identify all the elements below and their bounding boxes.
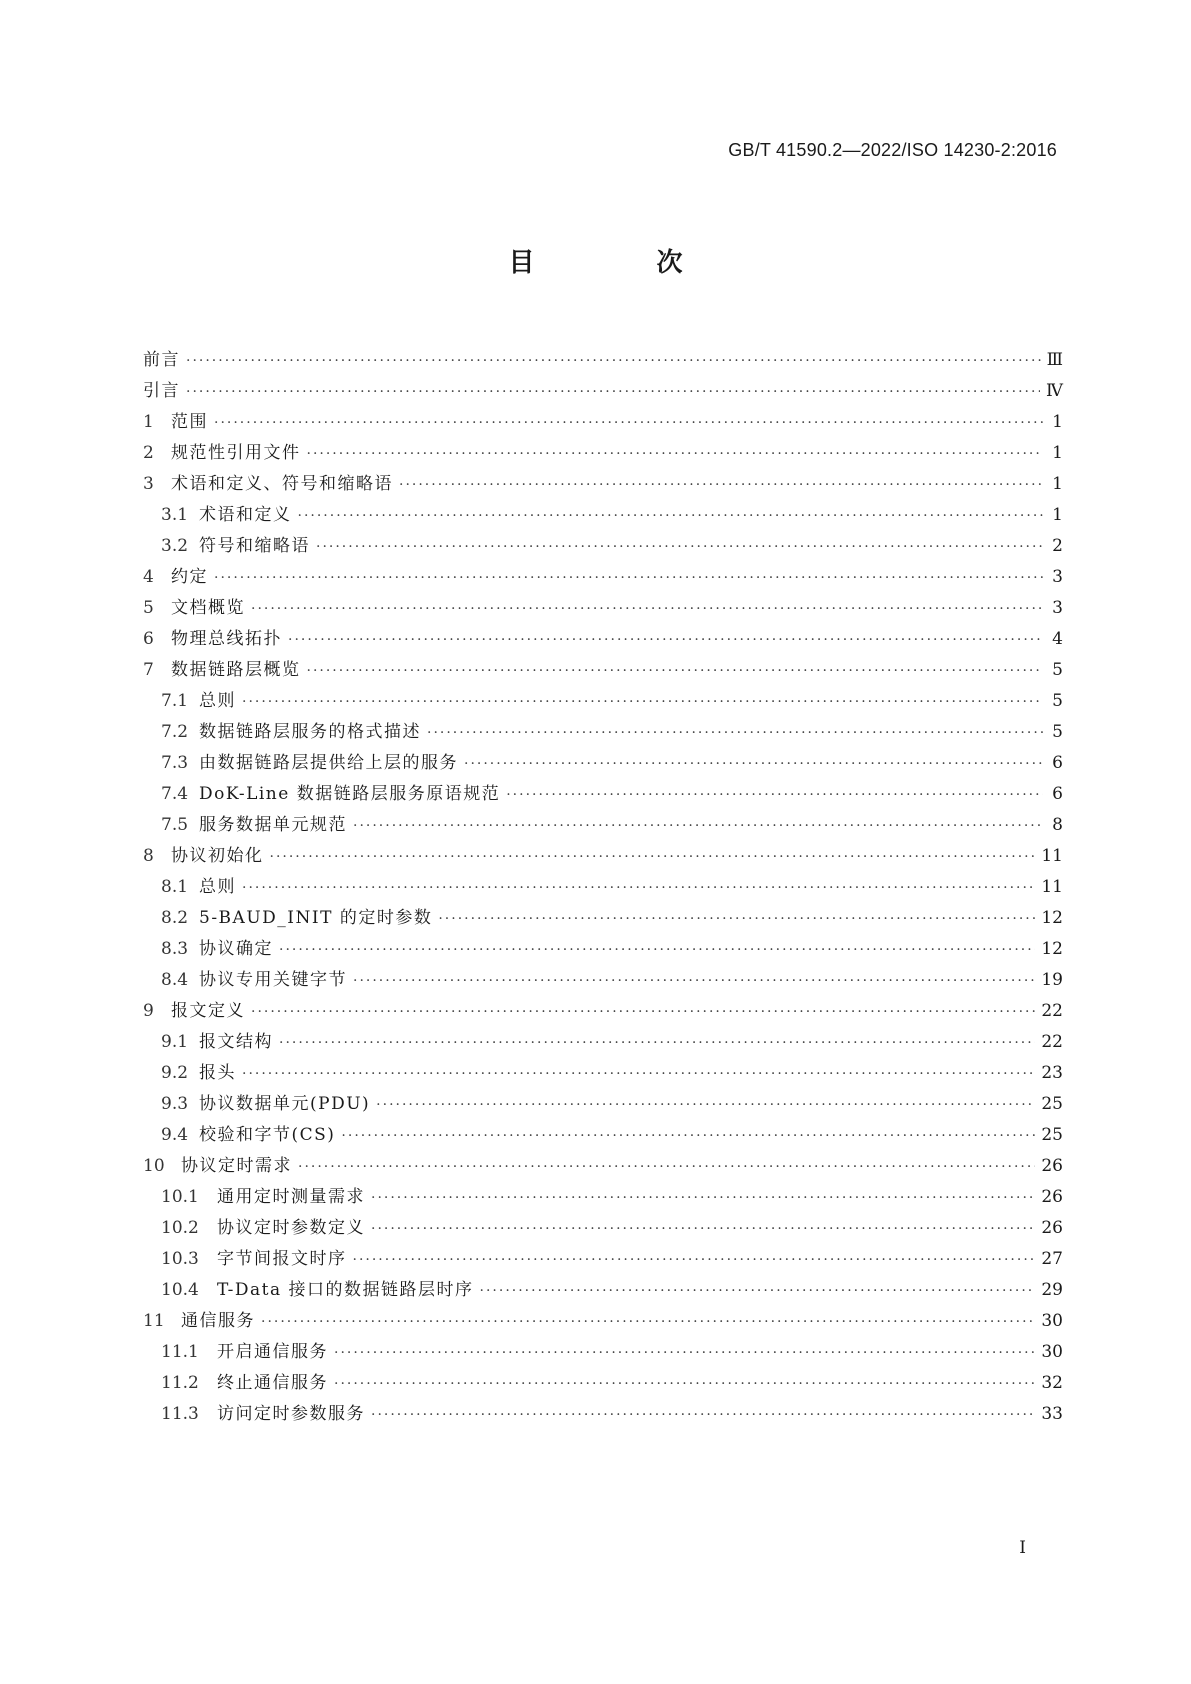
toc-entry-number: 10.1 bbox=[161, 1187, 199, 1207]
toc-leader-dots bbox=[307, 446, 1044, 462]
toc-entry[interactable] bbox=[143, 1368, 1063, 1399]
toc-entry[interactable] bbox=[143, 934, 1063, 965]
toc-entry-label: 符号和缩略语 bbox=[199, 536, 310, 556]
toc-entry-number: 3.1 bbox=[161, 505, 189, 525]
toc-entry-number: 8.1 bbox=[161, 877, 189, 897]
toc-leader-dots bbox=[353, 973, 1035, 989]
toc-entry-number: 8 bbox=[143, 846, 154, 866]
toc-entry-label: 报文结构 bbox=[199, 1032, 273, 1052]
toc-entry[interactable] bbox=[143, 872, 1063, 903]
toc-entry[interactable] bbox=[143, 810, 1063, 841]
toc-entry[interactable] bbox=[143, 1244, 1063, 1275]
toc-entry-number: 5 bbox=[143, 598, 154, 618]
toc-leader-dots bbox=[438, 911, 1035, 927]
toc-entry-number: 7.3 bbox=[161, 753, 189, 773]
toc-entry-page: 1 bbox=[1052, 412, 1063, 432]
toc-entry-number: 9.4 bbox=[161, 1125, 189, 1145]
toc-entry-number: 1 bbox=[143, 412, 154, 432]
toc-leader-dots bbox=[334, 1345, 1035, 1361]
toc-entry-page: 23 bbox=[1041, 1063, 1063, 1083]
toc-leader-dots bbox=[353, 818, 1043, 834]
toc-entry-label: 协议定时需求 bbox=[181, 1156, 292, 1176]
toc-entry-label: 前言 bbox=[143, 350, 180, 370]
toc-leader-dots bbox=[307, 663, 1044, 679]
toc-entry-label: 数据链路层服务的格式描述 bbox=[199, 722, 421, 742]
toc-leader-dots bbox=[376, 1097, 1035, 1113]
toc-entry-page: Ⅳ bbox=[1046, 381, 1063, 401]
toc-entry[interactable] bbox=[143, 1058, 1063, 1089]
toc-entry[interactable] bbox=[143, 655, 1063, 686]
toc-entry-page: 6 bbox=[1052, 753, 1063, 773]
toc-entry-number: 9.3 bbox=[161, 1094, 189, 1114]
toc-leader-dots bbox=[334, 1376, 1035, 1392]
toc-entry-label: 通用定时测量需求 bbox=[217, 1187, 365, 1207]
toc-entry-number: 10.3 bbox=[161, 1249, 199, 1269]
toc-entry-page: 6 bbox=[1052, 784, 1063, 804]
toc-entry[interactable] bbox=[143, 1337, 1063, 1368]
toc-leader-dots bbox=[270, 849, 1036, 865]
toc-leader-dots bbox=[341, 1128, 1035, 1144]
toc-entry-page: 1 bbox=[1052, 474, 1063, 494]
toc-entry-number: 8.2 bbox=[161, 908, 189, 928]
toc-entry-page: 2 bbox=[1052, 536, 1063, 556]
toc-entry-label: 协议专用关键字节 bbox=[199, 970, 347, 990]
toc-entry-number: 7.2 bbox=[161, 722, 189, 742]
toc-entry-label: 通信服务 bbox=[181, 1311, 255, 1331]
page-number: I bbox=[1019, 1538, 1026, 1558]
toc-entry[interactable] bbox=[143, 1120, 1063, 1151]
toc-entry-label: 术语和定义 bbox=[199, 505, 292, 525]
toc-entry-label: 文档概览 bbox=[171, 598, 245, 618]
toc-leader-dots bbox=[480, 1283, 1036, 1299]
toc-entry-label: DoK-Line 数据链路层服务原语规范 bbox=[199, 784, 501, 804]
toc-entry-page: 5 bbox=[1052, 660, 1063, 680]
toc-leader-dots bbox=[399, 477, 1043, 493]
toc-entry[interactable] bbox=[143, 1151, 1063, 1182]
toc-entry[interactable] bbox=[143, 531, 1063, 562]
toc-leader-dots bbox=[427, 725, 1043, 741]
toc-entry-page: 1 bbox=[1052, 505, 1063, 525]
toc-entry-page: 3 bbox=[1052, 598, 1063, 618]
toc-entry[interactable] bbox=[143, 593, 1063, 624]
toc-entry-label: 术语和定义、符号和缩略语 bbox=[171, 474, 393, 494]
toc-entry-page: 12 bbox=[1041, 908, 1063, 928]
toc-entry-label: T-Data 接口的数据链路层时序 bbox=[217, 1280, 474, 1300]
toc-entry-label: 报文定义 bbox=[171, 1001, 245, 1021]
toc-leader-dots bbox=[298, 1159, 1035, 1175]
toc-entry[interactable] bbox=[143, 1182, 1063, 1213]
toc-entry-label: 协议数据单元(PDU) bbox=[199, 1094, 371, 1114]
toc-leader-dots bbox=[251, 601, 1043, 617]
toc-entry-number: 7 bbox=[143, 660, 154, 680]
toc-leader-dots bbox=[506, 787, 1043, 803]
toc-entry-page: 26 bbox=[1041, 1218, 1063, 1238]
toc-entry[interactable] bbox=[143, 748, 1063, 779]
toc-entry-number: 11.1 bbox=[161, 1342, 199, 1362]
toc-entry-page: 33 bbox=[1041, 1404, 1063, 1424]
toc-entry-label: 规范性引用文件 bbox=[171, 443, 301, 463]
toc-entry-number: 7.5 bbox=[161, 815, 189, 835]
toc-leader-dots bbox=[371, 1221, 1035, 1237]
toc-leader-dots bbox=[214, 570, 1043, 586]
toc-entry-page: 11 bbox=[1041, 877, 1063, 897]
toc-entry-label: 物理总线拓扑 bbox=[171, 629, 282, 649]
toc-entry[interactable] bbox=[143, 686, 1063, 717]
toc-entry-label: 引言 bbox=[143, 381, 180, 401]
toc-leader-dots bbox=[242, 694, 1043, 710]
toc-leader-dots bbox=[371, 1190, 1035, 1206]
toc-leader-dots bbox=[464, 756, 1043, 772]
toc-leader-dots bbox=[316, 539, 1043, 555]
toc-entry-page: 5 bbox=[1052, 691, 1063, 711]
toc-leader-dots bbox=[214, 415, 1043, 431]
toc-entry-label: 范围 bbox=[171, 412, 208, 432]
toc-entry-page: 3 bbox=[1052, 567, 1063, 587]
toc-entry-page: 25 bbox=[1041, 1125, 1063, 1145]
toc-entry-number: 7.4 bbox=[161, 784, 189, 804]
page-title: 目 次 bbox=[508, 248, 731, 278]
toc-entry[interactable] bbox=[143, 1027, 1063, 1058]
toc-entry-page: 19 bbox=[1041, 970, 1063, 990]
toc-entry[interactable] bbox=[143, 1213, 1063, 1244]
toc-entry[interactable] bbox=[143, 1089, 1063, 1120]
toc-leader-dots bbox=[242, 1066, 1035, 1082]
toc-entry[interactable] bbox=[143, 469, 1063, 500]
toc-entry[interactable] bbox=[143, 376, 1063, 407]
toc-entry-page: 25 bbox=[1041, 1094, 1063, 1114]
toc-entry-page: Ⅲ bbox=[1046, 350, 1063, 370]
toc-entry[interactable] bbox=[143, 438, 1063, 469]
toc-entry-label: 由数据链路层提供给上层的服务 bbox=[199, 753, 458, 773]
toc-entry-page: 30 bbox=[1041, 1311, 1063, 1331]
toc-entry-page: 26 bbox=[1041, 1156, 1063, 1176]
toc-entry-page: 11 bbox=[1041, 846, 1063, 866]
toc-leader-dots bbox=[186, 384, 1040, 400]
toc-entry-page: 8 bbox=[1052, 815, 1063, 835]
toc-entry[interactable] bbox=[143, 345, 1063, 376]
toc-entry-label: 协议确定 bbox=[199, 939, 273, 959]
table-of-contents bbox=[143, 345, 1063, 1430]
toc-entry[interactable] bbox=[143, 965, 1063, 996]
toc-entry[interactable] bbox=[143, 562, 1063, 593]
toc-entry-number: 9 bbox=[143, 1001, 154, 1021]
toc-entry-number: 11.2 bbox=[161, 1373, 199, 1393]
toc-leader-dots bbox=[371, 1407, 1035, 1423]
toc-entry[interactable] bbox=[143, 996, 1063, 1027]
toc-entry-page: 29 bbox=[1041, 1280, 1063, 1300]
toc-entry-number: 2 bbox=[143, 443, 154, 463]
toc-entry-page: 1 bbox=[1052, 443, 1063, 463]
toc-entry[interactable] bbox=[143, 1399, 1063, 1430]
toc-entry[interactable] bbox=[143, 624, 1063, 655]
toc-leader-dots bbox=[186, 353, 1041, 369]
toc-entry-page: 22 bbox=[1041, 1001, 1063, 1021]
toc-leader-dots bbox=[288, 632, 1043, 648]
toc-entry-label: 协议定时参数定义 bbox=[217, 1218, 365, 1238]
toc-entry-label: 数据链路层概览 bbox=[171, 660, 301, 680]
toc-entry-page: 22 bbox=[1041, 1032, 1063, 1052]
toc-leader-dots bbox=[261, 1314, 1035, 1330]
toc-leader-dots bbox=[242, 880, 1035, 896]
toc-entry-number: 9.1 bbox=[161, 1032, 189, 1052]
toc-entry-number: 10 bbox=[143, 1156, 165, 1176]
toc-entry-label: 终止通信服务 bbox=[217, 1373, 328, 1393]
toc-leader-dots bbox=[251, 1004, 1035, 1020]
toc-entry-page: 30 bbox=[1041, 1342, 1063, 1362]
toc-entry-page: 5 bbox=[1052, 722, 1063, 742]
toc-entry-number: 10.4 bbox=[161, 1280, 199, 1300]
toc-entry-number: 7.1 bbox=[161, 691, 189, 711]
toc-entry-label: 校验和字节(CS) bbox=[199, 1125, 336, 1145]
toc-entry-label: 字节间报文时序 bbox=[217, 1249, 347, 1269]
toc-entry-label: 约定 bbox=[171, 567, 208, 587]
toc-entry-number: 6 bbox=[143, 629, 154, 649]
toc-entry-number: 3.2 bbox=[161, 536, 189, 556]
toc-entry-page: 12 bbox=[1041, 939, 1063, 959]
toc-entry-number: 4 bbox=[143, 567, 154, 587]
toc-entry[interactable] bbox=[143, 903, 1063, 934]
toc-entry[interactable] bbox=[143, 500, 1063, 531]
toc-leader-dots bbox=[298, 508, 1044, 524]
toc-leader-dots bbox=[279, 1035, 1035, 1051]
toc-entry-label: 5-BAUD_INIT 的定时参数 bbox=[199, 908, 433, 928]
toc-entry-number: 10.2 bbox=[161, 1218, 199, 1238]
toc-leader-dots bbox=[279, 942, 1035, 958]
toc-entry-label: 总则 bbox=[199, 877, 236, 897]
toc-entry-label: 报头 bbox=[199, 1063, 236, 1083]
toc-entry-page: 4 bbox=[1052, 629, 1063, 649]
toc-entry-number: 3 bbox=[143, 474, 154, 494]
toc-entry[interactable] bbox=[143, 407, 1063, 438]
toc-entry-number: 8.3 bbox=[161, 939, 189, 959]
toc-entry-label: 服务数据单元规范 bbox=[199, 815, 347, 835]
toc-entry-label: 总则 bbox=[199, 691, 236, 711]
toc-entry-number: 9.2 bbox=[161, 1063, 189, 1083]
toc-entry[interactable] bbox=[143, 717, 1063, 748]
toc-entry-label: 开启通信服务 bbox=[217, 1342, 328, 1362]
toc-entry-number: 11 bbox=[143, 1311, 165, 1331]
toc-entry-number: 11.3 bbox=[161, 1404, 199, 1424]
toc-entry-label: 访问定时参数服务 bbox=[217, 1404, 365, 1424]
toc-entry-page: 26 bbox=[1041, 1187, 1063, 1207]
document-code: GB/T 41590.2—2022/ISO 14230-2:2016 bbox=[728, 140, 1057, 160]
toc-entry[interactable] bbox=[143, 779, 1063, 810]
toc-entry[interactable] bbox=[143, 1275, 1063, 1306]
toc-entry[interactable] bbox=[143, 1306, 1063, 1337]
toc-entry-page: 27 bbox=[1041, 1249, 1063, 1269]
toc-leader-dots bbox=[353, 1252, 1036, 1268]
toc-entry-number: 8.4 bbox=[161, 970, 189, 990]
toc-entry-page: 32 bbox=[1041, 1373, 1063, 1393]
toc-entry-label: 协议初始化 bbox=[171, 846, 264, 866]
toc-entry[interactable] bbox=[143, 841, 1063, 872]
